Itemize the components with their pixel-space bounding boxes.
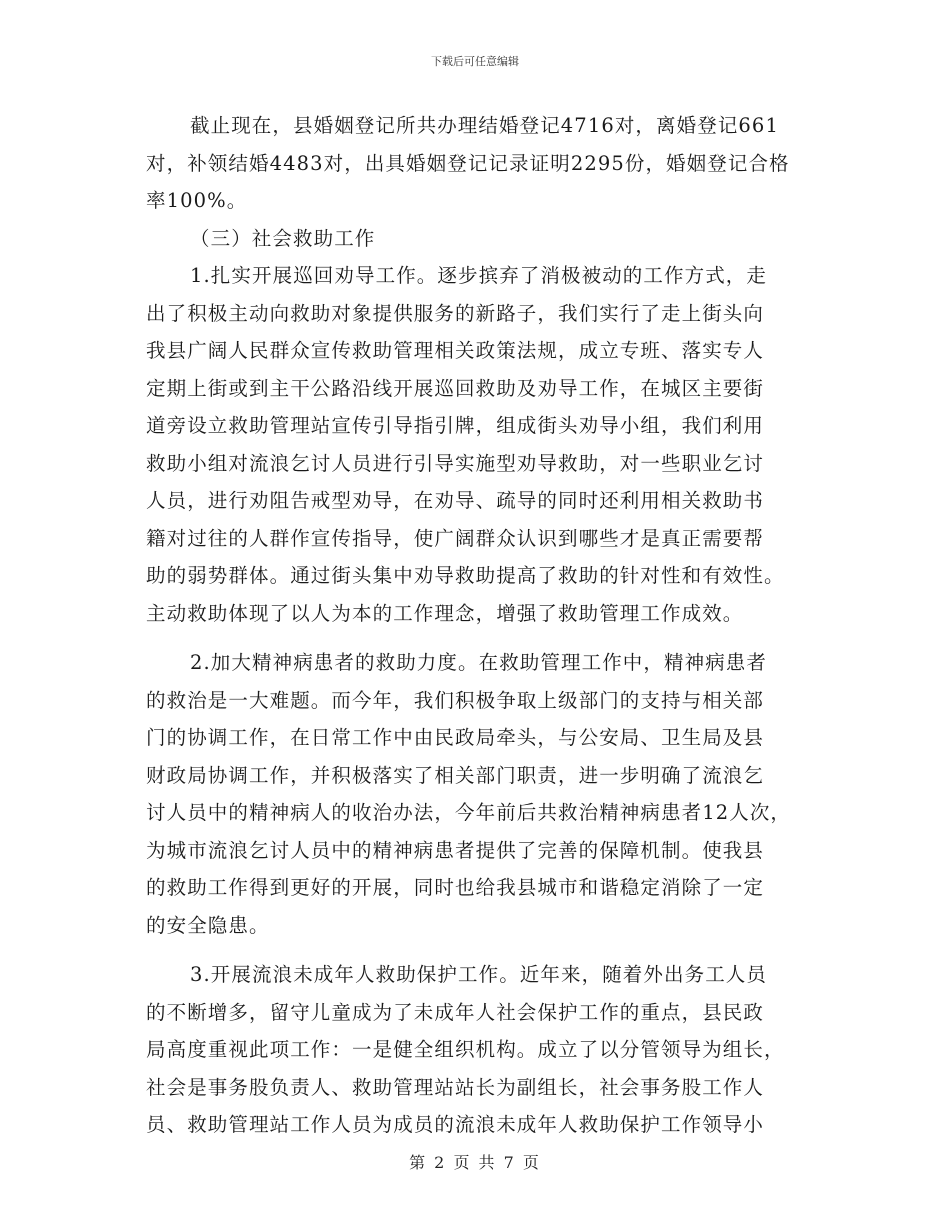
text-line: 我县广阔人民群众宣传救助管理相关政策法规，成立专班、落实专人 xyxy=(146,339,765,362)
text-line: 财政局协调工作，并积极落实了相关部门职责，进一步明确了流浪乞 xyxy=(146,763,765,787)
section-heading xyxy=(146,220,806,258)
text-line: 员、救助管理站工作人员为成员的流浪未成年人救助保护工作领导小 xyxy=(146,1113,765,1136)
text-line: 主动救助体现了以人为本的工作理念，增强了救助管理工作成效。 xyxy=(146,601,744,625)
text-line: 的不断增多，留守儿童成为了未成年人社会保护工作的重点，县民政 xyxy=(146,1000,765,1024)
text-line: 局高度重视此项工作：一是健全组织机构。成立了以分管领导为组长， xyxy=(146,1038,785,1061)
text-line: 助的弱势群体。通过街头集中劝导救助提高了救助的针对性和有效性。 xyxy=(146,564,785,587)
page-header: 下载后可任意编辑 xyxy=(431,55,519,68)
text-line: 的安全隐患。 xyxy=(146,913,270,937)
paragraph-minors-protection xyxy=(146,956,806,1144)
text-line: 门的协调工作，在日常工作中由民政局牵头，与公安局、卫生局及县 xyxy=(146,726,765,749)
text-line: 籍对过往的人群作宣传指导，使广阔群众认识到哪些才是真正需要帮 xyxy=(146,526,765,550)
text-line: 救助小组对流浪乞讨人员进行引导实施型劝导救助，对一些职业乞讨 xyxy=(146,451,765,475)
text-line: 道旁设立救助管理站宣传引导指引牌，组成街头劝导小组，我们利用 xyxy=(146,414,765,437)
paragraph-marriage-stats xyxy=(146,107,806,220)
text-line: 的救治是一大难题。而今年，我们积极争取上级部门的支持与相关部 xyxy=(146,688,765,712)
paragraph-mental-illness xyxy=(146,644,806,944)
text-line: 截止现在，县婚姻登记所共办理结婚登记4716对，离婚登记661 xyxy=(190,114,779,137)
paragraph-gap xyxy=(146,632,806,644)
text-line: 对，补领结婚4483对，出具婚姻登记记录证明2295份，婚姻登记合格 xyxy=(146,151,790,175)
text-line: 出了积极主动向救助对象提供服务的新路子，我们实行了走上街头向 xyxy=(146,301,765,325)
paragraph-gap xyxy=(146,944,806,956)
text-line: 人员，进行劝阻告戒型劝导，在劝导、疏导的同时还利用相关救助书 xyxy=(146,489,765,512)
text-line: 3.开展流浪未成年人救助保护工作。近年来，随着外出务工人员 xyxy=(190,963,768,986)
document-body xyxy=(146,107,806,1144)
text-line: 为城市流浪乞讨人员中的精神病患者提供了完善的保障机制。使我县 xyxy=(146,838,765,862)
text-line: 社会是事务股负责人、救助管理站站长为副组长，社会事务股工作人 xyxy=(146,1075,765,1099)
text-line: 率100%。 xyxy=(146,189,248,212)
text-line: 的救助工作得到更好的开展，同时也给我县城市和谐稳定消除了一定 xyxy=(146,876,765,899)
text-line: 讨人员中的精神病人的收治办法，今年前后共救治精神病患者12人次， xyxy=(146,801,792,824)
text-line: 定期上街或到主干公路沿线开展巡回救助及劝导工作，在城区主要街 xyxy=(146,376,765,400)
page-number: 第 2 页 共 7 页 xyxy=(409,1153,541,1172)
text-line: 2.加大精神病患者的救助力度。在救助管理工作中，精神病患者 xyxy=(190,651,768,674)
paragraph-patrol-guidance xyxy=(146,257,806,632)
text-line: （三）社会救助工作 xyxy=(190,226,376,250)
text-line: 1.扎实开展巡回劝导工作。逐步摈弃了消极被动的工作方式，走 xyxy=(190,264,768,287)
